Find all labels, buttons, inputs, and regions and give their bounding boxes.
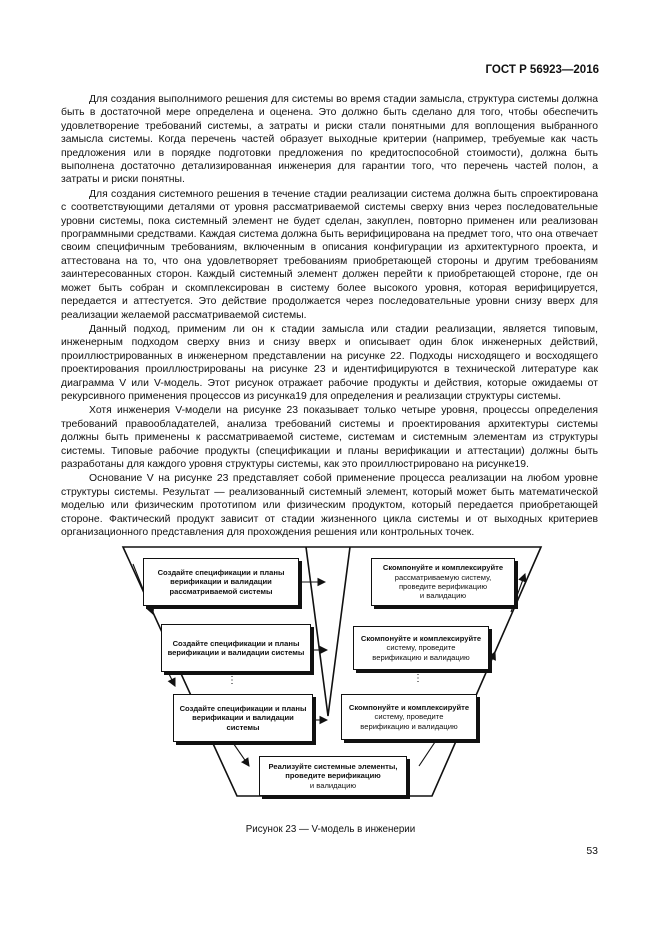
figure-caption: Рисунок 23 — V-модель в инженерии bbox=[245, 824, 416, 835]
bottom-box: Реализуйте системные элементы, проведите верификацию и валидацию bbox=[259, 756, 407, 796]
paragraph-4: Хотя инженерия V-модели на рисунке 23 показывает только четыре уровня, процессы определения требований правообладателей, анализа требований системы и проектирования архитектуры системы должны быть применены к рассматриваемой системе, системам и системным элементам из структуры системы. Типовые рабочие продукты (спецификации и планы верификации и аттестации) должны быть разработаны для каждого уровня структуры системы, как это проиллюстрировано на рисунке19. bbox=[61, 405, 598, 470]
paragraph-1: Для создания выполнимого решения для системы во время стадии замысла, структура системы должна быть в достаточной мере определена и оценена. Это должно быть сделано для того, чтобы обеспечить удовлетворение требований системы, а затраты и риски стали понятными для воплощения выбранного замысла системы. Когда перечень частей образует выходные критерии (например, требуемые как часть предложения или в порядке подготовки предложения по кредитоспособной стоимости), должна быть выполнена достаточно детализированная инженерия для гарантии того, что перечень частей полон, а затраты и риски понятны. bbox=[61, 94, 598, 186]
v-inner-line bbox=[306, 547, 350, 716]
left-box-1: Создайте спецификации и планы верификации и валидации рассматриваемой системы bbox=[143, 558, 299, 606]
paragraph-5: Основание V на рисунке 23 представляет собой применение процесса реализации на любом уровне структуры системы. Результат — реализованный системный элемент, который может быть математической моделью или физическим прототипом или физическим продуктом, который передается приобретающей стороне. Фактический продукт зависит от стадии жизненного цикла системы и от выходных критериев организационного представления для прохождения решения или контрольных точек. bbox=[61, 473, 598, 538]
left-box-3: Создайте спецификации и планы верификации и валидации системы bbox=[173, 694, 313, 742]
left-box-2: Создайте спецификации и планы верификации и валидации системы bbox=[161, 624, 311, 672]
v-model-figure bbox=[113, 544, 543, 804]
ellipsis-left: ⋮ bbox=[227, 675, 237, 686]
document-header: ГОСТ Р 56923—2016 bbox=[485, 64, 599, 76]
ellipsis-right: ⋮ bbox=[413, 673, 423, 684]
paragraph-3: Данный подход, применим ли он к стадии замысла или стадии реализации, является типовым, инженерным подходом сверху вниз и снизу вверх и описывает один блок инженерных действий, проиллюстрированных в инженерном представлении на рисунке 22. Подходы нисходящего и восходящего проектирования проиллюстрированы на рисунке 23 и идентифицируются в технической литературе как диаграмма V или V-модель. Этот рисунок отражает рабочие продукты и действия, которые ожидаемы от рекурсивного применения процессов из рисунка19 для определения и реализации структуры системы. bbox=[61, 323, 598, 402]
right-box-2: Скомпонуйте и комплексируйте систему, проведите верификацию и валидацию bbox=[353, 626, 489, 670]
body-text bbox=[61, 93, 598, 540]
right-box-1: Скомпонуйте и комплексируйте рассматриваемую систему, проведите верификацию и валидацию bbox=[371, 558, 515, 606]
page-number: 53 bbox=[586, 845, 598, 857]
paragraph-2: Для создания системного решения в течение стадии реализации система должна быть спроектирована с соответствующими деталями от уровня рассматриваемой системы сверху вниз через последовательные уровни системы, пока системный элемент не будет сделан, закуплен, повторно применен или реализован программными средствами. Каждая система должна быть верифицирована на предмет того, что она отвечает своим специфичным требованиям, включенным в описания конфигурации из архитектурного проекта, и аттестована на то, что она удовлетворяет требованиям приобретающей стороны и другим требованиям заинтересованных сторон. Каждый системный элемент должен перейти к приобретающей стороне, где он может быть собран и скомплексирован в систему более высокого уровня, которая верифицируется, передается и аттестуется. Это действие продолжается через последовательные уровни снизу вверх для реализации желаемой рассматриваемой системы. bbox=[61, 188, 598, 321]
right-box-3: Скомпонуйте и комплексируйте систему, проведите верификацию и валидацию bbox=[341, 694, 477, 740]
